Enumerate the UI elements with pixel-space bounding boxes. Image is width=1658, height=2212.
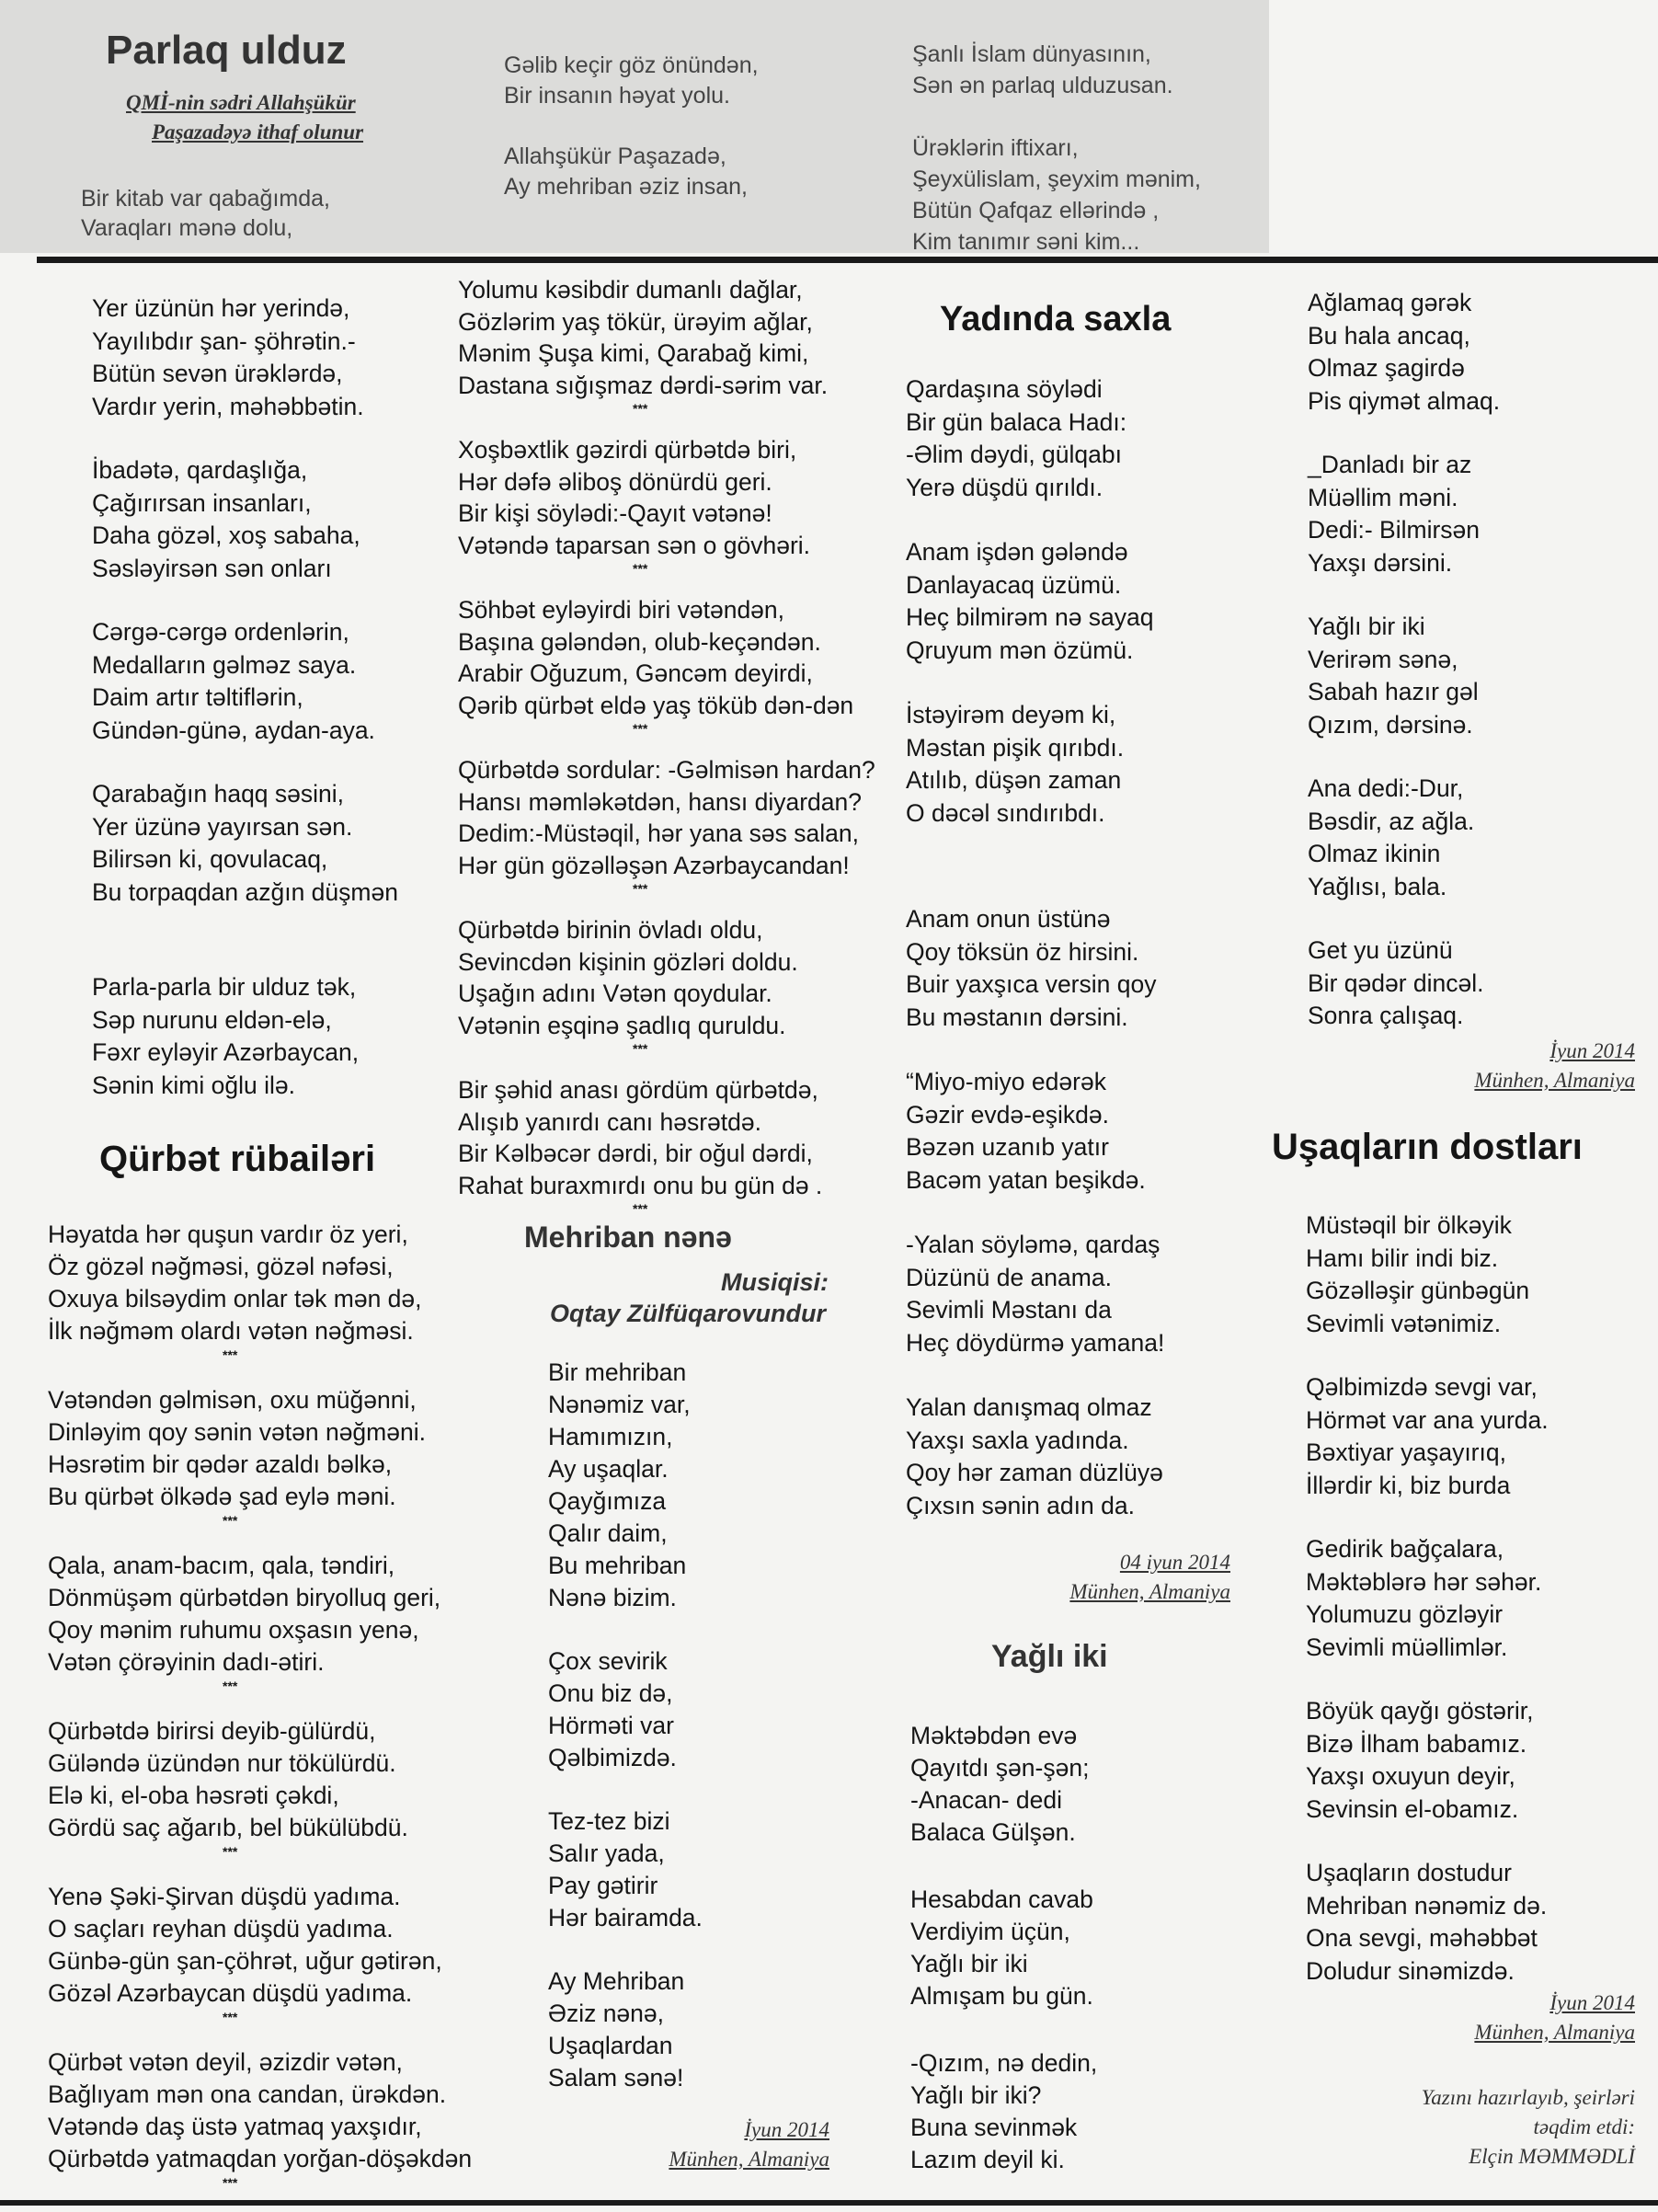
- stanza: [458, 434, 875, 574]
- poem-line: Pay gətirir: [548, 1872, 658, 1899]
- nene-sig-date: İyun 2014: [744, 2118, 829, 2141]
- stanza: [906, 1229, 1164, 1359]
- poem-line: Pis qiymət almaq.: [1308, 386, 1501, 415]
- poem-line: Hər gün gözəlləşən Azərbaycandan!: [458, 851, 850, 879]
- poem-line: Qarabağın haqq səsini,: [92, 780, 345, 808]
- poem-line: Uşağın adını Vətən qoydular.: [458, 980, 772, 1007]
- poem-line: Mənim Şuşa kimi, Qarabağ kimi,: [458, 339, 809, 367]
- column-3: [906, 373, 1164, 1554]
- dost-sig-date: İyun 2014: [1549, 1991, 1635, 2014]
- poem-line: Elə ki, el-oba həsrəti çəkdi,: [48, 1782, 339, 1809]
- stanza: [1308, 611, 1500, 741]
- poem-line: Verirəm sənə,: [1308, 645, 1458, 673]
- stanza: [548, 1966, 703, 2094]
- stanza-separator: ***: [633, 561, 648, 576]
- poem-line: Nənəmiz var,: [548, 1391, 691, 1418]
- stanza: [92, 778, 398, 909]
- header-line: Ay mehriban əziz insan,: [504, 174, 748, 200]
- poem-line: Bütün sevən ürəklərdə,: [92, 360, 343, 387]
- stanza: [1308, 773, 1500, 903]
- poem-line: Parla-parla bir ulduz tək,: [92, 973, 357, 1001]
- stanza: [1306, 1533, 1549, 1664]
- dost-signature: [1359, 1989, 1635, 2047]
- stanza: [1308, 287, 1500, 418]
- poem-line: Söhbət eyləyirdi biri vətəndən,: [458, 596, 785, 624]
- stanza: [458, 914, 875, 1054]
- poem-line: Bu məstanın dərsini.: [906, 1003, 1128, 1031]
- poem-line: Olmaz ikinin: [1308, 840, 1441, 867]
- header-title: Parlaq ulduz: [106, 28, 347, 73]
- poem-line: Qürbətdə birinin övladı oldu,: [458, 916, 763, 944]
- poem-line: Bəzən uzanıb yatır: [906, 1133, 1109, 1161]
- poem-line: Hər dəfə əliboş dönürdü geri.: [458, 467, 772, 496]
- poem-line: Vətəndə daş üstə yatmaq yaxşıdır,: [48, 2113, 422, 2140]
- poem-line: Arabir Oğuzum, Gəncəm deyirdi,: [458, 659, 813, 687]
- poem-line: Gəzir evdə-eşikdə.: [906, 1100, 1109, 1129]
- poem-line: Dinləyim qoy sənin vətən nəğməni.: [48, 1418, 426, 1446]
- poem-line: Ana dedi:-Dur,: [1308, 774, 1464, 802]
- stanza: [906, 1392, 1164, 1522]
- poem-line: Sevimli müəllimlər.: [1306, 1633, 1508, 1661]
- poem-line: Güləndə üzündən nur tökülürdü.: [48, 1749, 396, 1777]
- poem-line: Qardaşına söylədi: [906, 375, 1103, 403]
- poem-line: _Danladı bir az: [1308, 451, 1472, 478]
- poem-line: Qala, anam-bacım, qala, təndiri,: [48, 1552, 395, 1579]
- header-divider: [37, 257, 1658, 263]
- poem-line: Bu hala ancaq,: [1308, 321, 1470, 350]
- stanza: [92, 454, 398, 585]
- stanza: [92, 971, 398, 1102]
- poem-line: Qızım, dərsinə.: [1308, 710, 1473, 739]
- poem-line: Gündən-günə, aydan-aya.: [92, 716, 375, 744]
- stanza: [48, 1881, 472, 2023]
- poem-line: Əziz nənə,: [548, 2000, 665, 2027]
- poem-line: Gözlərim yaş tökür, ürəyim ağlar,: [458, 307, 813, 336]
- stanza: [910, 1884, 1097, 2012]
- poem-line: Bəsdir, az ağla.: [1308, 807, 1475, 835]
- poem-line: Bəxtiyar yaşayırıq,: [1306, 1438, 1506, 1466]
- poem-line: Daim artır təltiflərin,: [92, 683, 303, 711]
- yagli-sig-date: İyun 2014: [1549, 1039, 1635, 1062]
- poem-line: Çıxsın sənin adın da.: [906, 1491, 1135, 1519]
- poem-line: Yaxşı oxuyun deyir,: [1306, 1762, 1515, 1790]
- stanza: [1306, 1209, 1549, 1340]
- yadinda-title: Yadında saxla: [940, 300, 1172, 338]
- poem-line: Sevinsin el-obamız.: [1306, 1794, 1519, 1823]
- poem-line: Bir qədər dincəl.: [1308, 968, 1484, 997]
- poem-line: Məktəblərə hər səhər.: [1306, 1567, 1542, 1596]
- poem-line: Hər bairamda.: [548, 1904, 703, 1931]
- poem-line: Gördü saç ağarıb, bel bükülübdü.: [48, 1814, 408, 1841]
- author-note-1: Yazını hazırlayıb, şeirləri: [1421, 2086, 1635, 2109]
- header-line: Gəlib keçir göz önündən,: [504, 52, 759, 78]
- stanza-separator: ***: [633, 881, 648, 896]
- poem-line: Yağlı bir iki: [910, 1950, 1028, 1977]
- column-2-nene: [548, 1357, 703, 2126]
- poem-line: Ağlamaq gərək: [1308, 289, 1472, 316]
- poem-line: Hörməti var: [548, 1712, 674, 1739]
- poem-line: Ona sevgi, məhəbbət: [1306, 1924, 1538, 1952]
- poem-line: Səp nurunu eldən-elə,: [92, 1005, 332, 1034]
- stanza: [48, 2046, 472, 2188]
- stanza: [1308, 449, 1500, 579]
- author-note-2: təqdim etdi:: [1533, 2115, 1635, 2138]
- poem-line: Almışam bu gün.: [910, 1982, 1093, 2010]
- poem-line: Qürbətdə yatmaqdan yorğan-döşəkdən: [48, 2145, 473, 2172]
- header-line: Bir kitab var qabağımda,: [81, 186, 330, 212]
- header-dedication-2: Paşazadəyə ithaf olunur: [152, 120, 364, 143]
- poem-line: Qoy mənim ruhumu oxşasın yenə,: [48, 1616, 419, 1644]
- poem-line: Bilirsən ki, qovulacaq,: [92, 845, 328, 873]
- poem-line: Hamı bilir indi biz.: [1306, 1244, 1499, 1272]
- rubai-title: Qürbət rübailəri: [99, 1139, 376, 1179]
- stanza: [48, 1384, 472, 1526]
- poem-line: Bir Kəlbəcər dərdi, bir oğul dərdi,: [458, 1140, 813, 1167]
- poem-line: Qürbətdə sordular: -Gəlmisən hardan?: [458, 756, 875, 784]
- poem-line: Tez-tez bizi: [548, 1807, 670, 1835]
- poem-line: Çağırırsan insanları,: [92, 488, 312, 517]
- author-note: [1267, 2083, 1635, 2172]
- poem-line: Nənə bizim.: [548, 1584, 677, 1611]
- poem-line: Başına gələndən, olub-keçəndən.: [458, 627, 821, 656]
- poem-line: Dastana sığışmaz dərdi-sərim var.: [458, 371, 829, 399]
- poem-line: “Miyo-miyo edərək: [906, 1068, 1106, 1095]
- stanza: [906, 903, 1164, 1034]
- column-1: [92, 292, 398, 1133]
- stanza: [906, 1066, 1164, 1197]
- column-4-dost: [1306, 1209, 1549, 2019]
- poem-line: Sevincdən kişinin gözləri doldu.: [458, 947, 798, 976]
- dost-title: Uşaqların dostları: [1272, 1127, 1583, 1167]
- stanza: [92, 292, 398, 423]
- poem-line: Bu torpaqdan azğın düşmən: [92, 877, 398, 906]
- poem-line: Günbə-gün şan-çöhrət, uğur gətirən,: [48, 1947, 442, 1975]
- poem-line: Bir mehriban: [548, 1358, 687, 1386]
- poem-line: Sənin kimi oğlu ilə.: [92, 1071, 295, 1099]
- poem-line: Yağlısı, bala.: [1308, 872, 1447, 900]
- poem-line: Salam sənə!: [548, 2064, 684, 2092]
- poem-line: Onu biz də,: [548, 1679, 673, 1707]
- poem-line: Qoy töksün öz hirsini.: [906, 937, 1139, 966]
- poem-line: Vətənin eşqinə şadlıq quruldu.: [458, 1011, 786, 1039]
- poem-line: Yaxşı saxla yadında.: [906, 1426, 1129, 1454]
- stanza: [48, 1715, 472, 1857]
- poem-line: Yağlı bir iki: [1308, 613, 1425, 640]
- yadinda-signature: [1002, 1548, 1230, 1607]
- poem-line: -Yalan söyləmə, qardaş: [906, 1231, 1161, 1258]
- poem-line: O dəcəl sındırıbdı.: [906, 798, 1105, 827]
- header-col2: [504, 51, 759, 202]
- poem-line: Dedi:- Bilmirsən: [1308, 516, 1481, 544]
- poem-line: Medalların gəlməz saya.: [92, 650, 357, 679]
- stanza: [48, 1550, 472, 1691]
- stanza-separator: ***: [633, 721, 648, 736]
- poem-line: Sevimli vətənimiz.: [1306, 1309, 1502, 1337]
- poem-line: Yenə Şəki-Şirvan düşdü yadıma.: [48, 1883, 401, 1910]
- header-line: Varaqları mənə dolu,: [81, 215, 293, 241]
- poem-line: Qürbət vətən deyil, əzizdir vətən,: [48, 2048, 403, 2076]
- poem-line: İstəyirəm deyəm ki,: [906, 701, 1116, 728]
- poem-line: Danlayacaq üzümü.: [906, 570, 1122, 599]
- stanza-separator: ***: [223, 1679, 238, 1693]
- poem-line: Buir yaxşıca versin qoy: [906, 970, 1157, 998]
- header-line: Bir insanın həyat yolu.: [504, 83, 730, 109]
- poem-line: Böyük qayğı göstərir,: [1306, 1697, 1534, 1725]
- yagli-sig-place: Münhen, Almaniya: [1474, 1069, 1635, 1092]
- poem-line: Ay uşaqlar.: [548, 1455, 669, 1483]
- poem-line: Düzünü de anama.: [906, 1263, 1112, 1291]
- poem-line: Sevimli Məstanı da: [906, 1296, 1112, 1324]
- poem-line: Balaca Gülşən.: [910, 1818, 1076, 1846]
- poem-line: Rahat buraxmırdı onu bu gün də .: [458, 1171, 823, 1199]
- poem-line: Yalan danışmaq olmaz: [906, 1393, 1152, 1421]
- stanza: [548, 1357, 703, 1614]
- poem-line: Hesabdan cavab: [910, 1885, 1093, 1913]
- poem-line: Müstəqil bir ölkəyik: [1306, 1211, 1512, 1239]
- poem-line: Yolumu kəsibdir dumanlı dağlar,: [458, 276, 803, 304]
- poem-line: Bir kişi söylədi:-Qayıt vətənə!: [458, 499, 772, 527]
- poem-line: Salır yada,: [548, 1840, 665, 1867]
- stanza: [48, 1219, 472, 1360]
- poem-line: Lazım deyil ki.: [910, 2146, 1065, 2173]
- poem-line: Sonra çalışaq.: [1308, 1002, 1464, 1029]
- poem-line: Hörmət var ana yurda.: [1306, 1405, 1549, 1434]
- poem-line: Qürbətdə birirsi deyib-gülürdü,: [48, 1717, 376, 1745]
- poem-line: Get yu üzünü: [1308, 936, 1453, 964]
- poem-line: Yağlı bir iki?: [910, 2081, 1042, 2109]
- poem-line: Ay Mehriban: [548, 1967, 685, 1995]
- poem-line: Müəllim məni.: [1308, 483, 1458, 511]
- poem-line: Hamımızın,: [548, 1423, 673, 1450]
- poem-line: -Qızım, nə dedin,: [910, 2049, 1098, 2077]
- poem-line: Çox sevirik: [548, 1647, 668, 1675]
- header-title-block: [106, 26, 364, 143]
- column-1-rubai: [48, 1219, 472, 2212]
- header-line: Sən ən parlaq ulduzusan.: [912, 73, 1173, 98]
- stanza: [548, 1645, 703, 1774]
- column-3-yagli: [910, 1720, 1097, 2211]
- poem-line: Məktəbdən evə: [910, 1722, 1078, 1749]
- poem-line: Hansı məmləkətdən, hansı diyardan?: [458, 787, 862, 816]
- poem-line: Alışıb yanırdı canı həsrətdə.: [458, 1107, 761, 1136]
- poem-line: Buna sevinmək: [910, 2114, 1078, 2141]
- poem-line: Heç döydürmə yamana!: [906, 1328, 1165, 1357]
- stanza-separator: ***: [223, 1513, 238, 1528]
- poem-line: Mehriban nənəmiz də.: [1306, 1891, 1548, 1920]
- music-label: Musiqisi:: [721, 1268, 829, 1296]
- poem-line: İbadətə, qardaşlığa,: [92, 456, 308, 484]
- poem-line: Yer üzünə yayırsan sən.: [92, 812, 353, 841]
- nene-signature: [598, 2115, 829, 2174]
- header-line: Kim tanımır səni kim...: [912, 229, 1140, 255]
- poem-line: Uşaqlardan: [548, 2032, 673, 2059]
- stanza: [1306, 1371, 1549, 1502]
- header-line: [504, 111, 759, 142]
- nene-sig-place: Münhen, Almaniya: [669, 2148, 829, 2171]
- poem-line: Qəlbimizdə sevgi var,: [1306, 1373, 1538, 1401]
- poem-line: O saçları reyhan düşdü yadıma.: [48, 1915, 394, 1943]
- poem-line: Gedirik bağçalara,: [1306, 1535, 1504, 1563]
- poem-line: Uşaqların dostudur: [1306, 1859, 1512, 1886]
- poem-line: Cərgə-cərgə ordenlərin,: [92, 618, 349, 646]
- dost-sig-place: Münhen, Almaniya: [1474, 2021, 1635, 2044]
- stanza: [910, 2047, 1097, 2176]
- poem-line: Daha gözəl, xoş sabaha,: [92, 521, 360, 549]
- stanza: [458, 594, 875, 734]
- stanza-separator: ***: [633, 1201, 648, 1216]
- header-line: Şeyxülislam, şeyxim mənim,: [912, 166, 1201, 192]
- header-col1: [81, 184, 330, 243]
- poem-line: Vətən çörəyinin dadı-ətiri.: [48, 1648, 325, 1676]
- poem-line: Vardır yerin, məhəbbətin.: [92, 392, 364, 420]
- nene-title: Mehriban nənə: [524, 1221, 732, 1254]
- poem-line: Anam işdən gələndə: [906, 538, 1128, 566]
- poem-line: -Əlim dəydi, gülqabı: [906, 441, 1122, 468]
- stanza: [92, 616, 398, 747]
- poem-line: Bizə İlham babamız.: [1306, 1729, 1527, 1758]
- poem-line: Qəlbimizdə.: [548, 1744, 677, 1771]
- poem-line: Bir gün balaca Hadı:: [906, 407, 1127, 436]
- poem-line: Qalır daim,: [548, 1519, 668, 1547]
- poem-line: Heç bilmirəm nə sayaq: [906, 603, 1154, 631]
- poem-line: Anam onun üstünə: [906, 905, 1111, 933]
- poem-line: Fəxr eyləyir Azərbaycan,: [92, 1038, 360, 1066]
- column-4: [1308, 287, 1500, 1064]
- poem-line: Bir şəhid anası gördüm qürbətdə,: [458, 1076, 818, 1104]
- header-line: [912, 101, 1201, 132]
- poem-line: Yerə düşdü qırıldı.: [906, 473, 1103, 501]
- poem-line: Həyatda hər quşun vardır öz yeri,: [48, 1221, 408, 1248]
- poem-line: Səsləyirsən sən onları: [92, 554, 332, 582]
- poem-line: Gözəlləşir günbəgün: [1306, 1277, 1530, 1304]
- poem-line: Həsrətim bir qədər azaldı bəlkə,: [48, 1450, 393, 1478]
- stanza-separator: ***: [633, 1041, 648, 1056]
- poem-line: İlk nəğməm olardı vətən nəğməsi.: [48, 1317, 414, 1345]
- stanza-separator: ***: [223, 2010, 238, 2024]
- header-line: Ürəklərin iftixarı,: [912, 135, 1079, 161]
- poem-line: Yaxşı dərsini.: [1308, 548, 1453, 577]
- stanza: [548, 1805, 703, 1934]
- yagli-signature: [1359, 1037, 1635, 1095]
- yagli-title: Yağlı iki: [991, 1639, 1108, 1674]
- stanza: [458, 274, 875, 414]
- poem-line: Qərib qürbət eldə yaş töküb dən-dən: [458, 691, 854, 719]
- header-line: Allahşükür Paşazadə,: [504, 143, 726, 169]
- stanza: [906, 373, 1164, 504]
- poem-line: Qruyum mən özümü.: [906, 636, 1134, 664]
- poem-line: Verdiyim üçün,: [910, 1918, 1070, 1945]
- poem-line: Bacəm yatan beşikdə.: [906, 1165, 1146, 1194]
- yadinda-sig-date: 04 iyun 2014: [1119, 1551, 1230, 1574]
- stanza-separator: ***: [223, 1844, 238, 1859]
- stanza-separator: ***: [223, 1347, 238, 1362]
- composer-name: Oqtay Zülfüqarovundur: [550, 1300, 826, 1327]
- poem-line: Bağlıyam mən ona candan, ürəkdən.: [48, 2080, 447, 2108]
- poem-line: Yer üzünün hər yerində,: [92, 294, 350, 322]
- poem-line: -Anacan- dedi: [910, 1786, 1062, 1814]
- stanza-separator: ***: [223, 2175, 238, 2190]
- header-line: Bütün Qafqaz ellərində ,: [912, 198, 1160, 223]
- poem-line: Gözəl Azərbaycan düşdü yadıma.: [48, 1979, 413, 2007]
- poem-line: Dedim:-Müstəqil, hər yana səs salan,: [458, 819, 859, 847]
- poem-line: Məstan pişik qırıbdı.: [906, 733, 1125, 762]
- poem-line: Dönmüşəm qürbətdən biryolluq geri,: [48, 1584, 441, 1611]
- poem-line: Yayılıbdır şan- şöhrətin.-: [92, 327, 356, 355]
- poem-line: Oxuya bilsəydim onlar tək mən də,: [48, 1285, 422, 1312]
- stanza: [1306, 1857, 1549, 1988]
- poem-line: Qayıtdı şən-şən;: [910, 1754, 1090, 1782]
- stanza: [1308, 934, 1500, 1033]
- stanza: [910, 1720, 1097, 1849]
- poem-line: Atılıb, düşən zaman: [906, 766, 1122, 794]
- stanza-separator: ***: [633, 401, 648, 416]
- header-col3: [912, 39, 1201, 258]
- poem-line: Qayğımıza: [548, 1487, 667, 1515]
- poem-line: Vətəndən gəlmisən, oxu müğənni,: [48, 1386, 417, 1414]
- poem-line: Xoşbəxtlik gəzirdi qürbətdə biri,: [458, 436, 797, 464]
- author-name: Elçin MƏMMƏDLİ: [1469, 2145, 1635, 2168]
- stanza: [906, 699, 1164, 830]
- poem-line: Öz gözəl nəğməsi, gözəl nəfəsi,: [48, 1253, 394, 1280]
- poem-line: İllərdir ki, biz burda: [1306, 1471, 1511, 1499]
- stanza: [1306, 1695, 1549, 1826]
- poem-line: Yolumuzu gözləyir: [1306, 1600, 1504, 1628]
- column-2: [458, 274, 875, 1234]
- poem-line: Vətəndə taparsan sən o gövhəri.: [458, 531, 811, 559]
- header-line: Şanlı İslam dünyasının,: [912, 41, 1151, 67]
- stanza: [458, 1074, 875, 1214]
- poem-line: Bu qürbət ölkədə şad eylə məni.: [48, 1483, 396, 1510]
- header-dedication-1: QMİ-nin sədri Allahşükür: [126, 91, 356, 114]
- stanza: [458, 754, 875, 894]
- poem-line: Olmaz şagirdə: [1308, 354, 1465, 382]
- poem-line: Qoy hər zaman düzlüyə: [906, 1459, 1163, 1486]
- yadinda-sig-place: Münhen, Almaniya: [1069, 1580, 1230, 1603]
- poem-line: Doludur sinəmizdə.: [1306, 1956, 1515, 1985]
- poem-line: Bu mehriban: [548, 1552, 687, 1579]
- stanza: [906, 536, 1164, 667]
- poem-line: Sabah hazır gəl: [1308, 678, 1479, 705]
